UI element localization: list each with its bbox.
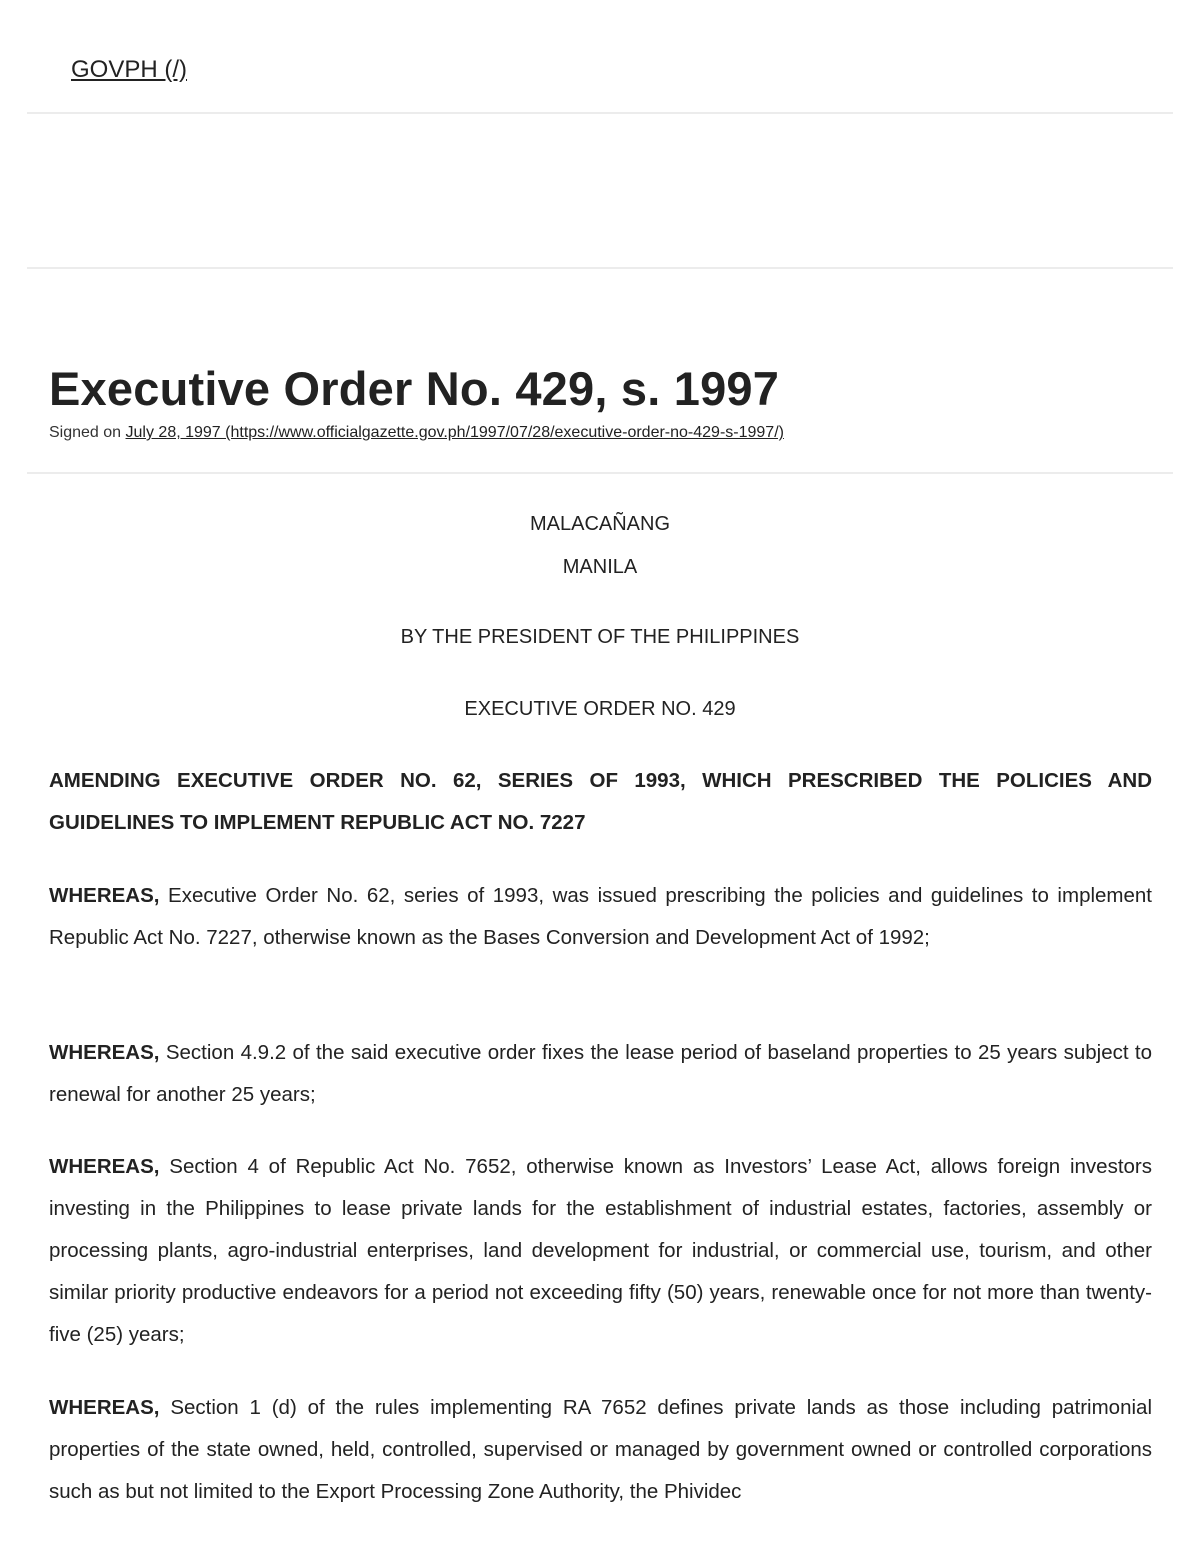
- paragraph-text: Section 4 of Republic Act No. 7652, otherwise known as Investors’ Lease Act, allows foreign investors investing in the Philippines to lease private lands for the establishment of industrial estates, factories, assembly or processing plants, agro-industrial enterprises, land development for industrial, or commercial use, tourism, and other similar priority productive endeavors for a period not exceeding fifty (50) years, renewable once for not more than twenty-five (25) years;: [49, 1155, 1152, 1346]
- paragraph-lead: WHEREAS,: [49, 1041, 160, 1064]
- signed-date-line: [49, 422, 784, 444]
- header-divider: [27, 112, 1173, 114]
- doc-city-line: MANILA: [562, 556, 638, 578]
- doc-office-line: MALACAÑANG: [529, 513, 671, 535]
- paragraph-lead: WHEREAS,: [49, 1155, 160, 1178]
- govph-home-link[interactable]: GOVPH (/): [71, 56, 188, 83]
- site-header: [71, 54, 187, 86]
- doc-heading: AMENDING EXECUTIVE ORDER NO. 62, SERIES OF 1993, WHICH PRESCRIBED THE POLICIES AND GUIDELINES TO IMPLEMENT REPUBLIC ACT NO. 7227: [49, 769, 1152, 834]
- paragraph-text: Section 4.9.2 of the said executive order fixes the lease period of baseland properties to 25 years subject to renewal for another 25 years;: [49, 1041, 1152, 1106]
- whereas-paragraph: [49, 1387, 1152, 1513]
- banner-divider: [27, 267, 1173, 269]
- whereas-paragraph: [49, 875, 1152, 959]
- signed-date-link[interactable]: July 28, 1997 (https://www.officialgazette.gov.ph/1997/07/28/executive-order-no-429-s-1997/): [125, 424, 784, 441]
- paragraph-lead: WHEREAS,: [49, 884, 160, 907]
- whereas-paragraph: [49, 1032, 1152, 1116]
- signed-prefix: Signed on: [49, 424, 122, 441]
- page-title: Executive Order No. 429, s. 1997: [49, 362, 780, 415]
- doc-authority-line: BY THE PRESIDENT OF THE PHILIPPINES: [400, 626, 800, 648]
- paragraph-text: Executive Order No. 62, series of 1993, was issued prescribing the policies and guidelines to implement Republic Act No. 7227, otherwise known as the Bases Conversion and Development Act of 1992;: [49, 884, 1152, 949]
- doc-order-number-line: EXECUTIVE ORDER NO. 429: [464, 698, 736, 720]
- paragraph-lead: WHEREAS,: [49, 1396, 160, 1419]
- whereas-paragraph: [49, 1146, 1152, 1356]
- paragraph-text: Section 1 (d) of the rules implementing RA 7652 defines private lands as those including patrimonial properties of the state owned, held, controlled, supervised or managed by government owned or controlled corporations such as but not limited to the Export Processing Zone Authority, the Phividec: [49, 1396, 1152, 1503]
- title-divider: [27, 472, 1173, 474]
